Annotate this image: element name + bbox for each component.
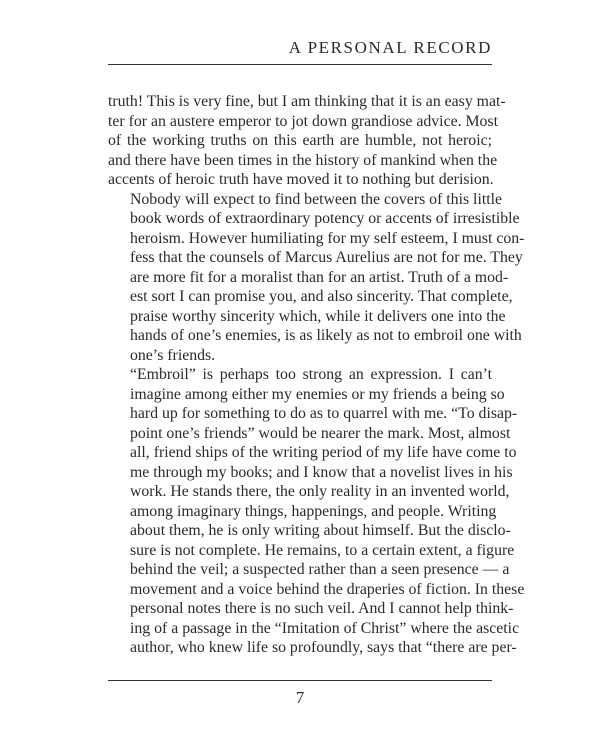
header-rule — [108, 64, 492, 65]
text-line: “Embroil” is perhaps too strong an expression. I can’t — [130, 366, 492, 383]
text-line: imagine among either my enemies or my friends a being so — [130, 385, 505, 403]
text-line: truth! This is very fine, but I am thinking that it is an easy mat- — [108, 93, 506, 110]
text-line: one’s friends. — [130, 346, 216, 364]
text-line: about them, he is only writing about himself. But the disclo- — [130, 522, 511, 539]
text-line: behind the veil; a suspected rather than a seen presence — a — [130, 561, 510, 578]
text-line: all, friend ships of the writing period of my life have come to — [130, 444, 517, 461]
text-line: hard up for something to do as to quarrel with me. “To disap- — [130, 405, 518, 422]
body-text — [108, 92, 525, 658]
text-line: Nobody will expect to find between the covers of this little — [130, 190, 503, 208]
text-line: author, who knew life so profoundly, says that “there are per- — [130, 639, 517, 656]
text-line: movement and a voice behind the draperies of fiction. In these — [130, 580, 525, 598]
text-line: among imaginary things, happenings, and people. Writing — [130, 502, 497, 520]
paragraph — [108, 365, 525, 658]
text-line: fess that the counsels of Marcus Aurelius are not for me. They — [130, 249, 523, 266]
text-line: hands of one’s enemies, is as likely as not to embroil one with — [130, 327, 522, 344]
text-line: and there have been times in the history of mankind when the — [108, 151, 498, 169]
paragraph — [108, 92, 506, 190]
running-head-title: A PERSONAL RECORD — [288, 38, 492, 57]
page-number: 7 — [295, 688, 305, 707]
text-line: of the working truths on this earth are humble, not heroic; — [108, 132, 492, 149]
text-line: ing of a passage in the “Imitation of Christ” where the ascetic — [130, 619, 520, 637]
text-line: accents of heroic truth have moved it to nothing but derision. — [108, 171, 494, 188]
text-line: sure is not complete. He remains, to a certain extent, a figure — [130, 541, 515, 559]
text-line: heroism. However humiliating for my self esteem, I must con- — [130, 229, 525, 247]
text-line: point one’s friends” would be nearer the mark. Most, almost — [130, 424, 511, 442]
text-line: book words of extraordinary potency or accents of irresistible — [130, 210, 520, 227]
text-line: praise worthy sincerity which, while it delivers one into the — [130, 307, 506, 325]
text-line: personal notes there is no such veil. And I cannot help think- — [130, 600, 514, 617]
text-line: work. He stands there, the only reality in an invented world, — [130, 483, 510, 500]
paragraph — [108, 190, 525, 366]
text-line: ter for an austere emperor to jot down grandiose advice. Most — [108, 112, 498, 130]
text-line: are more fit for a moralist than for an artist. Truth of a mod- — [130, 268, 509, 286]
footer-rule — [108, 680, 492, 681]
text-line: me through my books; and I know that a novelist lives in his — [130, 463, 513, 481]
text-line: est sort I can promise you, and also sincerity. That complete, — [130, 288, 513, 305]
